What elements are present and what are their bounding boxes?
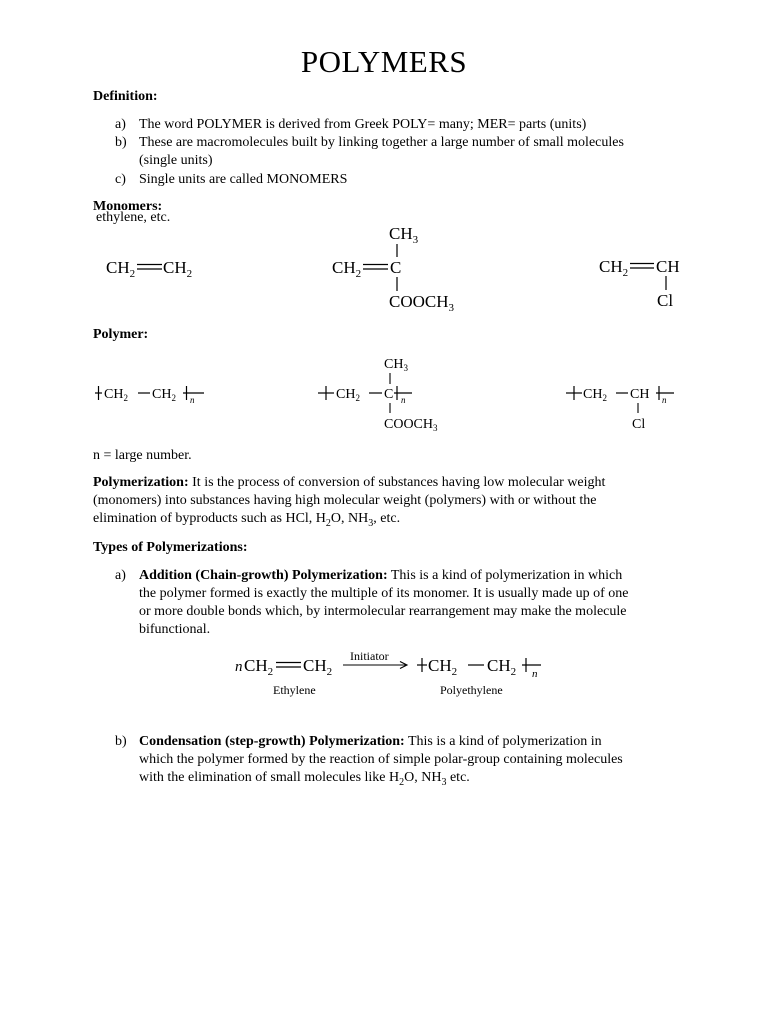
definition-text: These are macromolecules built by linking together a large number of small molecules xyxy=(139,135,624,150)
svg-text:CH2: $CH_2$ xyxy=(332,258,362,280)
paragraph-text: , etc. xyxy=(373,511,401,526)
svg-text:C: C xyxy=(390,258,402,277)
svg-text:CH3: $CH_3$ xyxy=(389,224,419,246)
list-marker: c) xyxy=(115,172,126,187)
definition-text: (single units) xyxy=(139,153,213,168)
polymer-polyethylene xyxy=(95,386,204,405)
paragraph-text: elimination of byproducts such as HCl, H xyxy=(93,511,326,526)
addition-label: Addition (Chain-growth) Polymerization: xyxy=(139,568,388,583)
condensation-polymerization-item xyxy=(115,733,674,792)
subscript: 3 xyxy=(441,776,447,788)
definition-text: Single units are called MONOMERS xyxy=(139,172,348,187)
monomers-heading: Monomers: xyxy=(93,199,163,214)
polymer-heading: Polymer: xyxy=(93,327,149,342)
monomer-vinyl-chloride xyxy=(599,257,680,310)
svg-text:n: n xyxy=(532,668,538,680)
svg-text:CH: CH xyxy=(630,387,650,402)
subscript: 3 xyxy=(368,517,374,529)
paragraph-text: O, NH xyxy=(330,511,369,526)
svg-text:n: n xyxy=(401,395,406,405)
item-text: with the elimination of small molecules like H xyxy=(139,770,400,785)
monomer-methyl-methacrylate xyxy=(332,224,455,314)
item-text: which the polymer formed by the reaction of simple polar-group containing molecules xyxy=(139,752,623,767)
addition-reaction xyxy=(0,645,768,700)
monomer-structures xyxy=(0,220,768,320)
svg-text:n: n xyxy=(190,395,195,405)
svg-text:CH2: $CH_2$ xyxy=(428,656,458,678)
svg-text:Cl: Cl xyxy=(632,417,646,432)
polymerization-label: Polymerization: xyxy=(93,475,189,490)
list-marker: b) xyxy=(115,135,127,150)
item-text: This is a kind of polymerization in xyxy=(404,734,602,749)
reaction-n: n xyxy=(235,659,243,675)
item-text: the polymer formed is exactly the multiple of its monomer. It is usually made up of one xyxy=(139,586,629,601)
svg-text:Cl: Cl xyxy=(657,291,674,310)
subscript: 2 xyxy=(325,517,331,529)
list-marker: b) xyxy=(115,734,127,749)
item-text: This is a kind of polymerization in which xyxy=(387,568,623,583)
initiator-label: Initiator xyxy=(350,649,389,663)
cut-off-text: ethylene, etc. xyxy=(96,210,171,225)
definition-heading: Definition: xyxy=(93,89,158,104)
polymer-pvc xyxy=(566,386,674,432)
types-heading: Types of Polymerizations: xyxy=(93,540,248,555)
svg-text:CH2: $CH_2$ xyxy=(104,387,128,403)
definition-item-c xyxy=(115,171,679,189)
paragraph-text: (monomers) into substances having high molecular weight (polymers) with or without the xyxy=(93,493,597,508)
svg-text:C: C xyxy=(384,387,394,402)
addition-polymerization-item xyxy=(115,567,674,639)
svg-text:CH: CH xyxy=(656,257,680,276)
svg-text:CH2: $CH_2$ xyxy=(599,257,629,279)
product-name: Polyethylene xyxy=(440,683,503,697)
condensation-label: Condensation (step-growth) Polymerization: xyxy=(139,734,405,749)
definition-item-a xyxy=(115,116,679,134)
paragraph-text: It is the process of conversion of substances having low molecular weight xyxy=(188,475,606,490)
list-marker: a) xyxy=(115,568,126,583)
svg-text:CH2: $CH_2$ xyxy=(487,656,517,678)
polymerization-paragraph xyxy=(93,474,674,533)
svg-text:n: n xyxy=(662,395,667,405)
page-title: POLYMERS xyxy=(300,44,468,79)
svg-text:CH2: $CH_2$ xyxy=(163,258,193,280)
svg-text:CH2: $CH_2$ xyxy=(106,258,136,280)
definition-text: The word POLYMER is derived from Greek POLY= many; MER= parts (units) xyxy=(139,117,587,132)
monomer-ethylene xyxy=(106,258,192,280)
n-note: n = large number. xyxy=(93,448,192,463)
svg-text:CH2: $CH_2$ xyxy=(303,656,333,678)
svg-text:COOCH3: $COOCH_3$ xyxy=(384,417,438,433)
reactant-name: Ethylene xyxy=(273,683,316,697)
svg-text:CH2: $CH_2$ xyxy=(336,387,360,403)
list-marker: a) xyxy=(115,117,126,132)
item-text: or more double bonds which, by intermolecular rearrangement may make the molecule xyxy=(139,604,627,619)
svg-text:CH3: $CH_3$ xyxy=(384,357,408,373)
svg-text:CH2: $CH_2$ xyxy=(583,387,607,403)
svg-text:CH2: $CH_2$ xyxy=(244,656,274,678)
polymer-structures xyxy=(0,350,768,440)
subscript: 2 xyxy=(399,776,405,788)
definition-item-b xyxy=(115,134,679,170)
svg-text:CH2: $CH_2$ xyxy=(152,387,176,403)
item-text: etc. xyxy=(446,770,470,785)
polymer-pmma xyxy=(318,357,438,433)
item-text: bifunctional. xyxy=(139,622,211,637)
svg-text:COOCH3: $COOCH_3$ xyxy=(389,292,455,314)
item-text: O, NH xyxy=(404,770,442,785)
